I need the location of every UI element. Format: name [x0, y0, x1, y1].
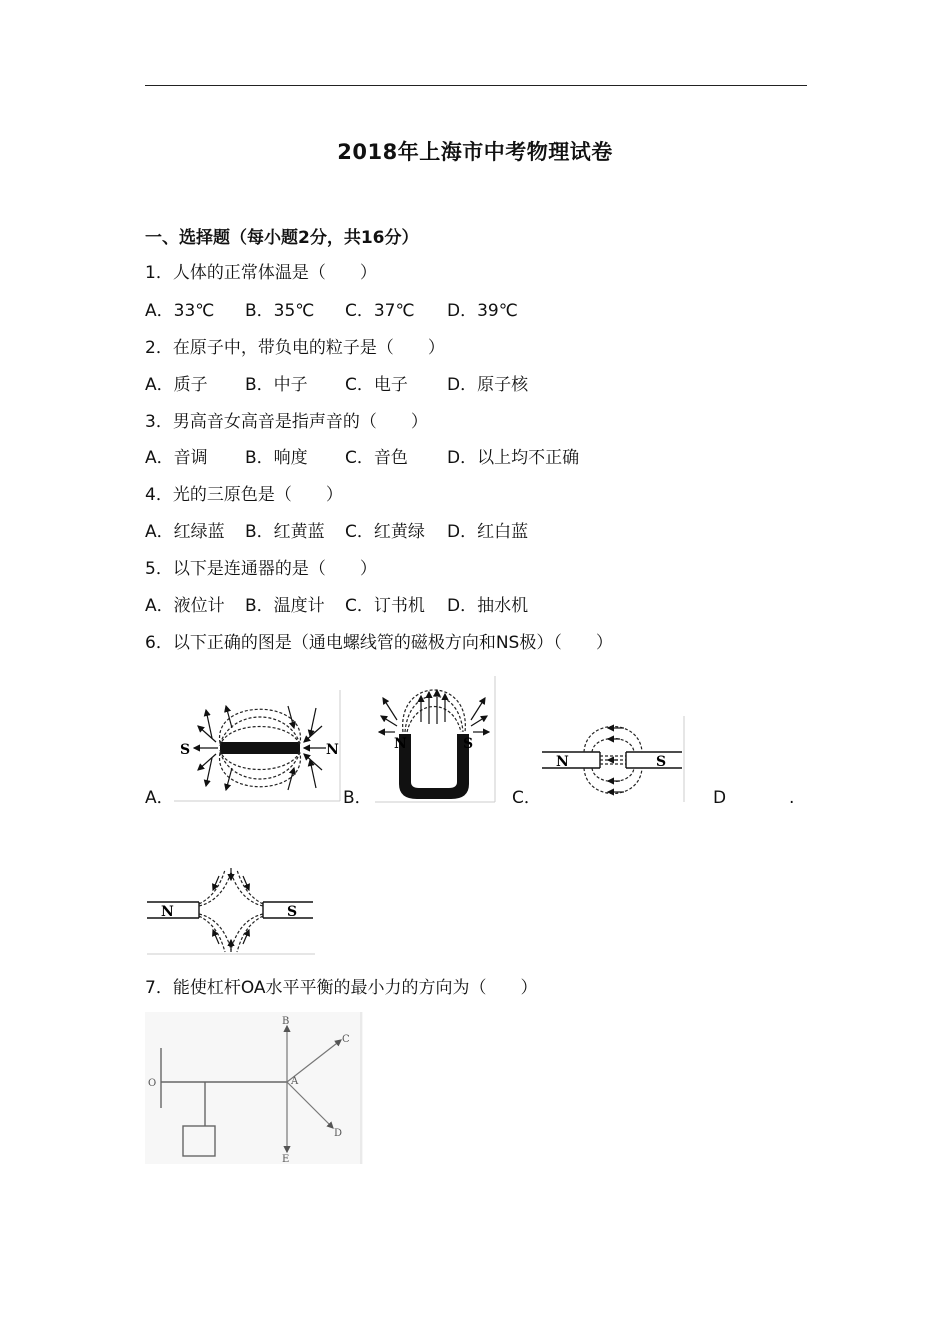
question-1-option-d: D．39℃ [447, 301, 518, 321]
lever-label-d: D [334, 1128, 343, 1139]
question-4-stem: 4．光的三原色是（ ） [145, 485, 343, 505]
question-7-stem: 7．能使杠杆OA水平平衡的最小力的方向为（ ） [145, 978, 538, 998]
pole-label-s: S [656, 754, 667, 770]
question-4-option-a: A．红绿蓝 [145, 522, 225, 542]
question-2-option-a: A．质子 [145, 375, 208, 395]
lever-label-o: O [148, 1078, 157, 1089]
question-6-option-b-label: B． [343, 788, 372, 808]
lever-label-a: A [291, 1076, 299, 1087]
question-4-option-b: B．红黄蓝 [245, 522, 325, 542]
question-2-option-c: C．电子 [345, 375, 408, 395]
question-2-option-d: D．原子核 [447, 375, 529, 395]
lever-label-b: B [282, 1016, 290, 1027]
bar-magnet [220, 742, 300, 754]
figure-c-magnet-pair-field [540, 714, 686, 804]
figure-a-bar-magnet-field [172, 688, 342, 803]
header-rule [145, 85, 807, 86]
pole-label-s: S [287, 904, 298, 920]
figure-lever-oa [145, 1012, 363, 1164]
question-3-option-c: C．音色 [345, 448, 408, 468]
pole-label-n: N [161, 904, 174, 920]
question-3-option-d: D．以上均不正确 [447, 448, 580, 468]
section-heading: 一、选择题（每小题2分，共16分） [145, 228, 419, 248]
pole-label-n: N [326, 742, 339, 758]
pole-label-s: S [180, 742, 191, 758]
lever-label-e: E [282, 1154, 290, 1164]
question-2-stem: 2．在原子中，带负电的粒子是（ ） [145, 338, 445, 358]
horseshoe-magnet [399, 734, 469, 799]
question-5-stem: 5．以下是连通器的是（ ） [145, 559, 377, 579]
pole-label-n: N [394, 736, 407, 752]
question-4-option-c: C．红黄绿 [345, 522, 425, 542]
question-6-option-a-label: A． [145, 788, 174, 808]
question-6-option-d-dot: . [789, 788, 795, 808]
question-5-option-d: D．抽水机 [447, 596, 529, 616]
question-6-option-c-label: C． [512, 788, 541, 808]
question-6-option-d-label: D [713, 788, 727, 808]
question-1-option-a: A．33℃ [145, 301, 215, 321]
question-4-option-d: D．红白蓝 [447, 522, 529, 542]
pole-label-s: S [463, 736, 474, 752]
question-3-option-a: A．音调 [145, 448, 208, 468]
pole-label-n: N [556, 754, 569, 770]
question-3-option-b: B．响度 [245, 448, 308, 468]
lever-label-c: C [342, 1034, 350, 1045]
question-5-option-b: B．温度计 [245, 596, 325, 616]
question-5-option-c: C．订书机 [345, 596, 425, 616]
question-1-option-c: C．37℃ [345, 301, 415, 321]
question-6-stem: 6．以下正确的图是（通电螺线管的磁极方向和NS极）（ ） [145, 633, 613, 653]
question-1-stem: 1．人体的正常体温是（ ） [145, 263, 377, 283]
question-2-option-b: B．中子 [245, 375, 308, 395]
question-1-option-b: B．35℃ [245, 301, 315, 321]
page-title: 2018年上海市中考物理试卷 [337, 140, 613, 164]
figure-b-horseshoe-magnet-field [373, 674, 497, 804]
figure-d-magnet-pair-field [145, 866, 317, 956]
question-5-option-a: A．液位计 [145, 596, 225, 616]
question-3-stem: 3．男高音女高音是指声音的（ ） [145, 412, 428, 432]
